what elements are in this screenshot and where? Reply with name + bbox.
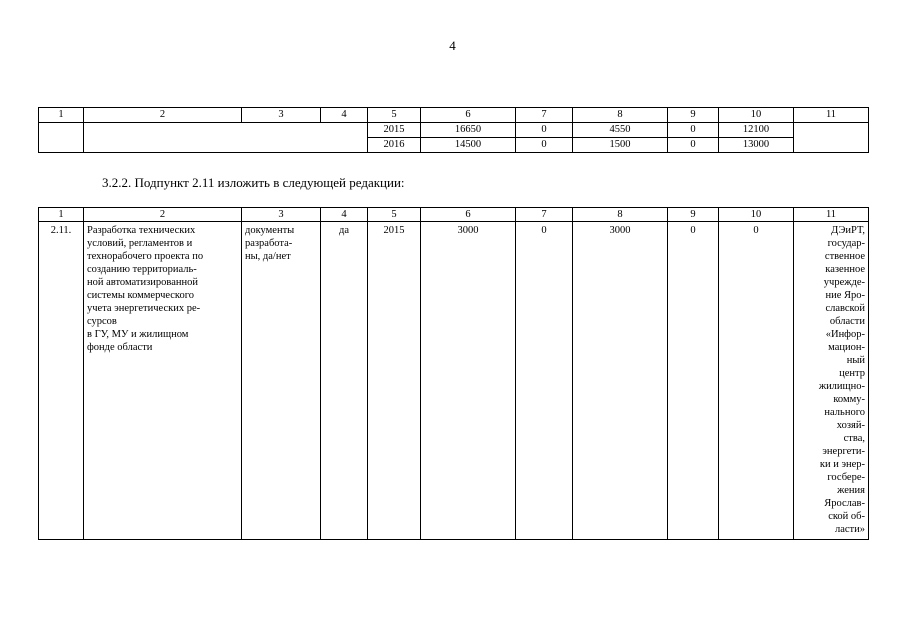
task-description-cell: Разработка технических условий, регламентов и технорабочего проекта по созданию территориаль- ной автоматизированной системы коммерческого учета энергетических ре- сурсов в ГУ, МУ и жилищном фонде области [84, 222, 242, 540]
column-header: 9 [668, 208, 719, 222]
column-header: 11 [794, 208, 869, 222]
value-cell: 1500 [573, 138, 668, 153]
column-header: 5 [368, 108, 421, 123]
amendment-paragraph: 3.2.2. Подпункт 2.11 изложить в следующей редакции: [102, 175, 405, 190]
column-header: 3 [242, 208, 321, 222]
column-number-row [39, 208, 869, 222]
value-cell: 4550 [573, 123, 668, 138]
column-header: 7 [516, 208, 573, 222]
empty-cell [794, 123, 869, 153]
column-header: 10 [719, 108, 794, 123]
amendment-table [38, 207, 869, 540]
value-cell: 0 [516, 123, 573, 138]
value-cell: 0 [719, 222, 794, 540]
value-cell: 14500 [421, 138, 516, 153]
value-cell: 0 [516, 138, 573, 153]
column-header: 6 [421, 208, 516, 222]
column-header: 8 [573, 108, 668, 123]
value-cell: 0 [668, 222, 719, 540]
value-cell: 16650 [421, 123, 516, 138]
year-cell: 2016 [368, 138, 421, 153]
year-cell: 2015 [368, 222, 421, 540]
column-header: 2 [84, 108, 242, 123]
empty-cell [39, 123, 84, 153]
table-row [39, 123, 869, 138]
table-row [39, 222, 869, 540]
value-cell: да [321, 222, 368, 540]
column-header: 11 [794, 108, 869, 123]
continuation-table [38, 107, 869, 153]
column-header: 9 [668, 108, 719, 123]
value-cell: 3000 [573, 222, 668, 540]
column-header: 10 [719, 208, 794, 222]
value-cell: 0 [668, 123, 719, 138]
column-header: 1 [39, 108, 84, 123]
item-number-cell: 2.11. [39, 222, 84, 540]
indicator-cell: документы разработа- ны, да/нет [242, 222, 321, 540]
value-cell: 13000 [719, 138, 794, 153]
value-cell: 0 [516, 222, 573, 540]
page-number: 4 [449, 38, 456, 53]
executor-cell: ДЭиРТ, государ- ственное казенное учрежде- ние Яро- славской области «Инфор- мацион- ный центр жилищно- комму- нального хозяй- ства, энергети- ки и энер- госбере- жения Ярослав- ской об- ласти» [794, 222, 869, 540]
column-header: 5 [368, 208, 421, 222]
column-header: 3 [242, 108, 321, 123]
column-header: 2 [84, 208, 242, 222]
value-cell: 3000 [421, 222, 516, 540]
column-header: 1 [39, 208, 84, 222]
column-header: 7 [516, 108, 573, 123]
column-header: 6 [421, 108, 516, 123]
column-header: 4 [321, 108, 368, 123]
empty-cell [84, 123, 368, 153]
value-cell: 0 [668, 138, 719, 153]
column-header: 4 [321, 208, 368, 222]
column-number-row [39, 108, 869, 123]
value-cell: 12100 [719, 123, 794, 138]
year-cell: 2015 [368, 123, 421, 138]
column-header: 8 [573, 208, 668, 222]
